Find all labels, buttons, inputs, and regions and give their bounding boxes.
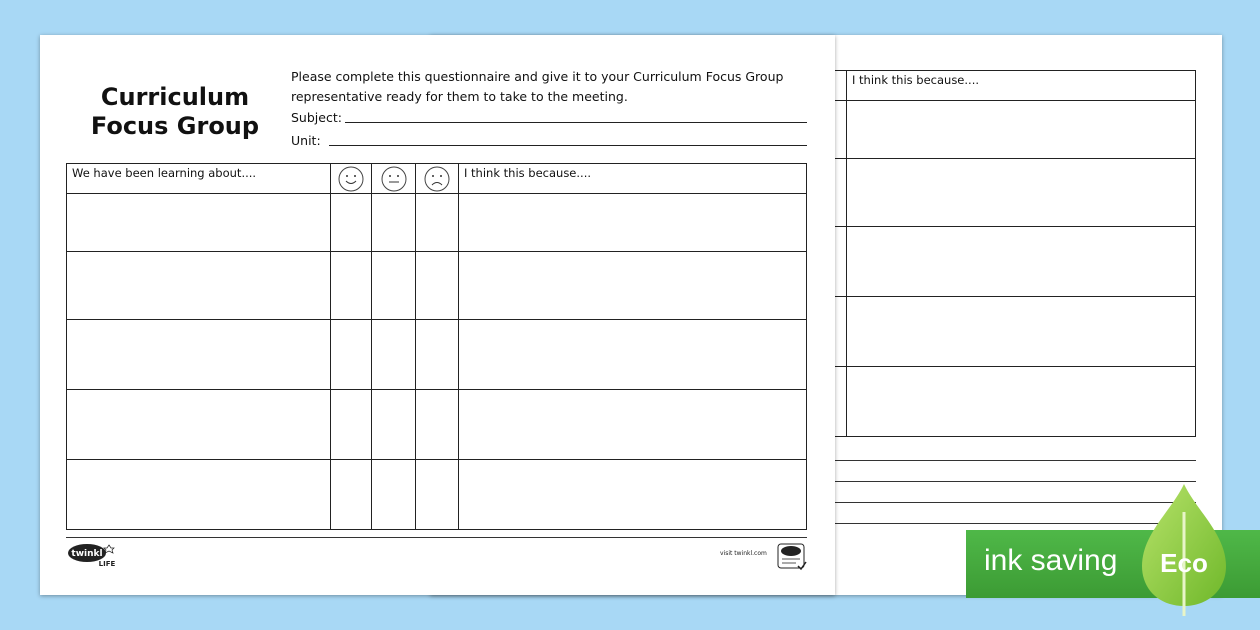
table-cell <box>847 227 1196 297</box>
table-cell[interactable] <box>67 460 331 530</box>
table-cell[interactable] <box>67 194 331 252</box>
table-cell[interactable] <box>331 390 372 460</box>
table-cell[interactable] <box>459 320 807 390</box>
table-cell[interactable] <box>416 390 459 460</box>
table-cell[interactable] <box>67 252 331 320</box>
header-happy <box>331 164 372 194</box>
table-cell[interactable] <box>67 320 331 390</box>
instructions <box>291 67 811 107</box>
instructions-line-2: representative ready for them to take to the meeting. <box>291 89 628 104</box>
subject-field <box>291 110 342 125</box>
sad-face-icon <box>424 166 450 192</box>
table-cell <box>834 297 847 367</box>
unit-label: Unit: <box>291 133 321 148</box>
table-cell[interactable] <box>416 252 459 320</box>
table-cell[interactable] <box>459 252 807 320</box>
table-row <box>67 320 807 390</box>
table-cell[interactable] <box>331 460 372 530</box>
instructions-line-1: Please complete this questionnaire and give it to your Curriculum Focus Group <box>291 69 784 84</box>
quality-badge-icon <box>776 542 808 572</box>
table-cell <box>847 159 1196 227</box>
twinkl-life-logo <box>67 542 117 568</box>
table-cell[interactable] <box>372 320 416 390</box>
table-cell <box>834 159 847 227</box>
eco-leaf-text: Eco <box>1160 548 1208 578</box>
header-reason: I think this because.... <box>459 164 807 194</box>
response-table <box>66 163 807 530</box>
ink-saving-text: ink saving <box>984 544 1118 577</box>
table-row <box>67 194 807 252</box>
back-face-cell <box>834 71 847 101</box>
table-cell[interactable] <box>416 320 459 390</box>
subject-line <box>345 122 807 123</box>
unit-field <box>291 133 321 148</box>
back-response-table <box>833 70 1196 437</box>
header-learning: We have been learning about.... <box>67 164 331 194</box>
title-line-2: Focus Group <box>90 112 260 140</box>
table-cell[interactable] <box>331 194 372 252</box>
table-cell[interactable] <box>372 252 416 320</box>
table-cell <box>834 227 847 297</box>
neutral-face-icon <box>381 166 407 192</box>
table-cell <box>847 297 1196 367</box>
footer-divider <box>66 537 807 538</box>
table-cell[interactable] <box>459 460 807 530</box>
table-row <box>67 460 807 530</box>
header-neutral <box>372 164 416 194</box>
table-cell[interactable] <box>372 460 416 530</box>
table-row <box>67 390 807 460</box>
table-cell[interactable] <box>372 194 416 252</box>
table-cell <box>834 367 847 437</box>
table-row <box>67 252 807 320</box>
table-cell <box>847 367 1196 437</box>
table-cell[interactable] <box>416 460 459 530</box>
subject-label: Subject: <box>291 110 342 125</box>
back-header-reason: I think this because.... <box>847 71 1196 101</box>
logo-text: twinkl <box>71 549 103 559</box>
table-cell[interactable] <box>331 320 372 390</box>
visit-link[interactable]: visit twinkl.com <box>720 550 767 557</box>
table-cell[interactable] <box>331 252 372 320</box>
logo-subtext: LIFE <box>98 560 116 568</box>
front-worksheet <box>40 35 835 595</box>
table-cell[interactable] <box>372 390 416 460</box>
worksheet-title <box>80 83 270 141</box>
table-cell[interactable] <box>67 390 331 460</box>
table-cell[interactable] <box>459 390 807 460</box>
title-line-1: Curriculum <box>100 83 250 111</box>
table-cell <box>834 101 847 159</box>
table-cell[interactable] <box>459 194 807 252</box>
table-cell[interactable] <box>416 194 459 252</box>
header-sad <box>416 164 459 194</box>
writing-line <box>833 460 1196 461</box>
happy-face-icon <box>338 166 364 192</box>
eco-leaf-icon <box>1138 482 1230 618</box>
unit-line <box>329 145 807 146</box>
table-cell <box>847 101 1196 159</box>
